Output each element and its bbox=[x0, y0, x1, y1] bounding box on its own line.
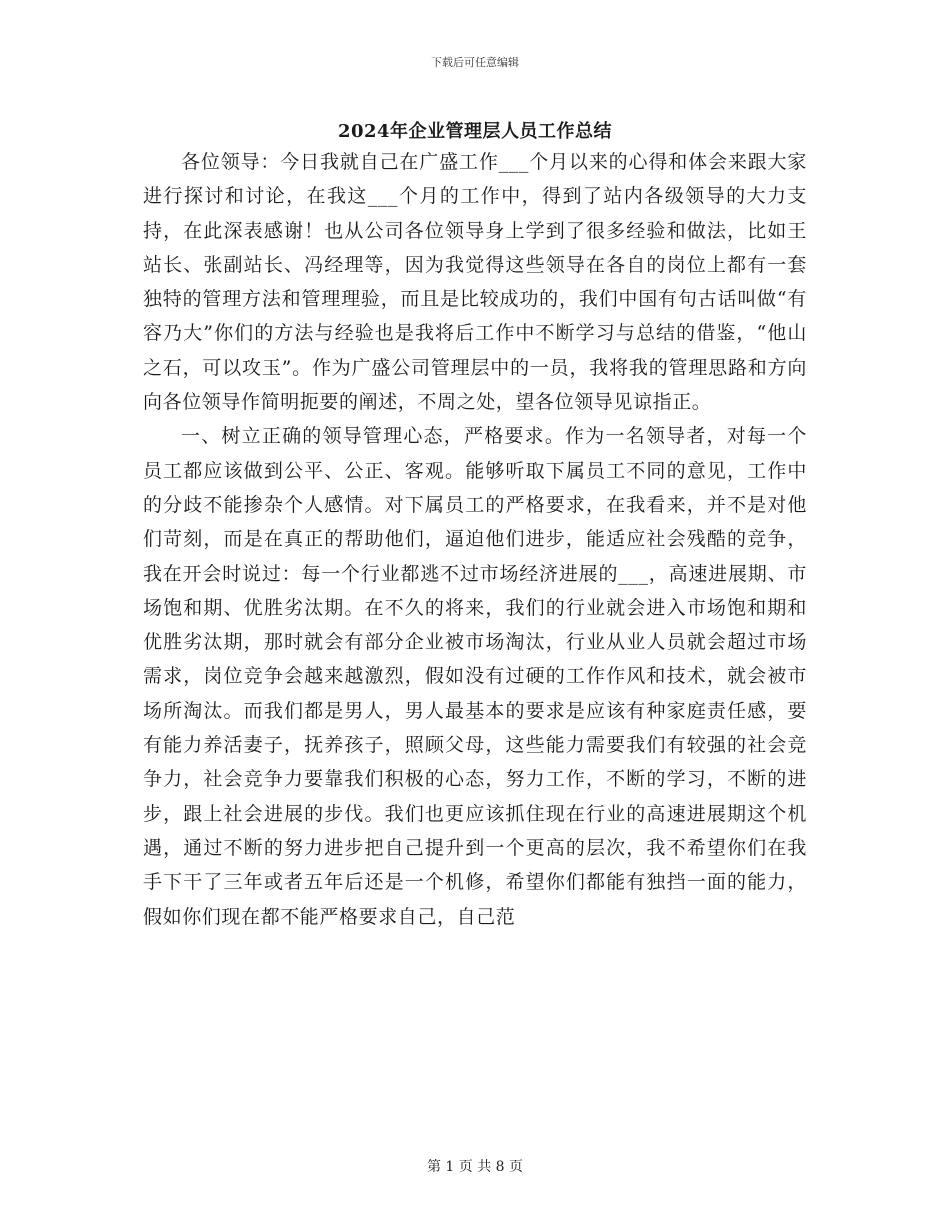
document-body bbox=[143, 145, 807, 934]
paragraph-section-one: 一、树立正确的领导管理心态，严格要求。作为一名领导者，对每一个员工都应该做到公平、公正、客观。能够听取下属员工不同的意见，工作中的分歧不能掺杂个人感情。对下属员工的严格要求，在我看来，并不是对他们苛刻，而是在真正的帮助他们，逼迫他们进步，能适应社会残酷的竞争，我在开会时说过：每一个行业都逃不过市场经济进展的___，高速进展期、市场饱和期、优胜劣汰期。在不久的将来，我们的行业就会进入市场饱和期和优胜劣汰期，那时就会有部分企业被市场淘汰，行业从业人员就会超过市场需求，岗位竞争会越来越激烈，假如没有过硬的工作作风和技术，就会被市场所淘汰。而我们都是男人，男人最基本的要求是应该有种家庭责任感，要有能力养活妻子，抚养孩子，照顾父母，这些能力需要我们有较强的社会竞争力，社会竞争力要靠我们积极的心态，努力工作，不断的学习，不断的进步，跟上社会进展的步伐。我们也更应该抓住现在行业的高速进展期这个机遇，通过不断的努力进步把自己提升到一个更高的层次，我不希望你们在我手下干了三年或者五年后还是一个机修，希望你们都能有独挡一面的能力，假如你们现在都不能严格要求自己，自己范 bbox=[143, 425, 807, 928]
paragraph-intro: 各位领导：今日我就自己在广盛工作___个月以来的心得和体会来跟大家进行探讨和讨论，在我这___个月的工作中，得到了站内各级领导的大力支持，在此深表感谢！也从公司各位领导身上学到了很多经验和做法，比如王站长、张副站长、冯经理等，因为我觉得这些领导在各自的岗位上都有一套独特的管理方法和管理理验，而且是比较成功的，我们中国有句古话叫做“有容乃大”你们的方法与经验也是我将后工作中不断学习与总结的借鉴，“他山之石，可以攻玉”。作为广盛公司管理层中的一员，我将我的管理思路和方向向各位领导作简明扼要的阐述，不周之处，望各位领导见谅指正。 bbox=[143, 151, 807, 414]
header-note: 下载后可任意编辑 bbox=[431, 56, 519, 69]
page-number: 第 1 页 共 8 页 bbox=[426, 1159, 524, 1175]
document-title: 2024年企业管理层人员工作总结 bbox=[337, 121, 613, 142]
